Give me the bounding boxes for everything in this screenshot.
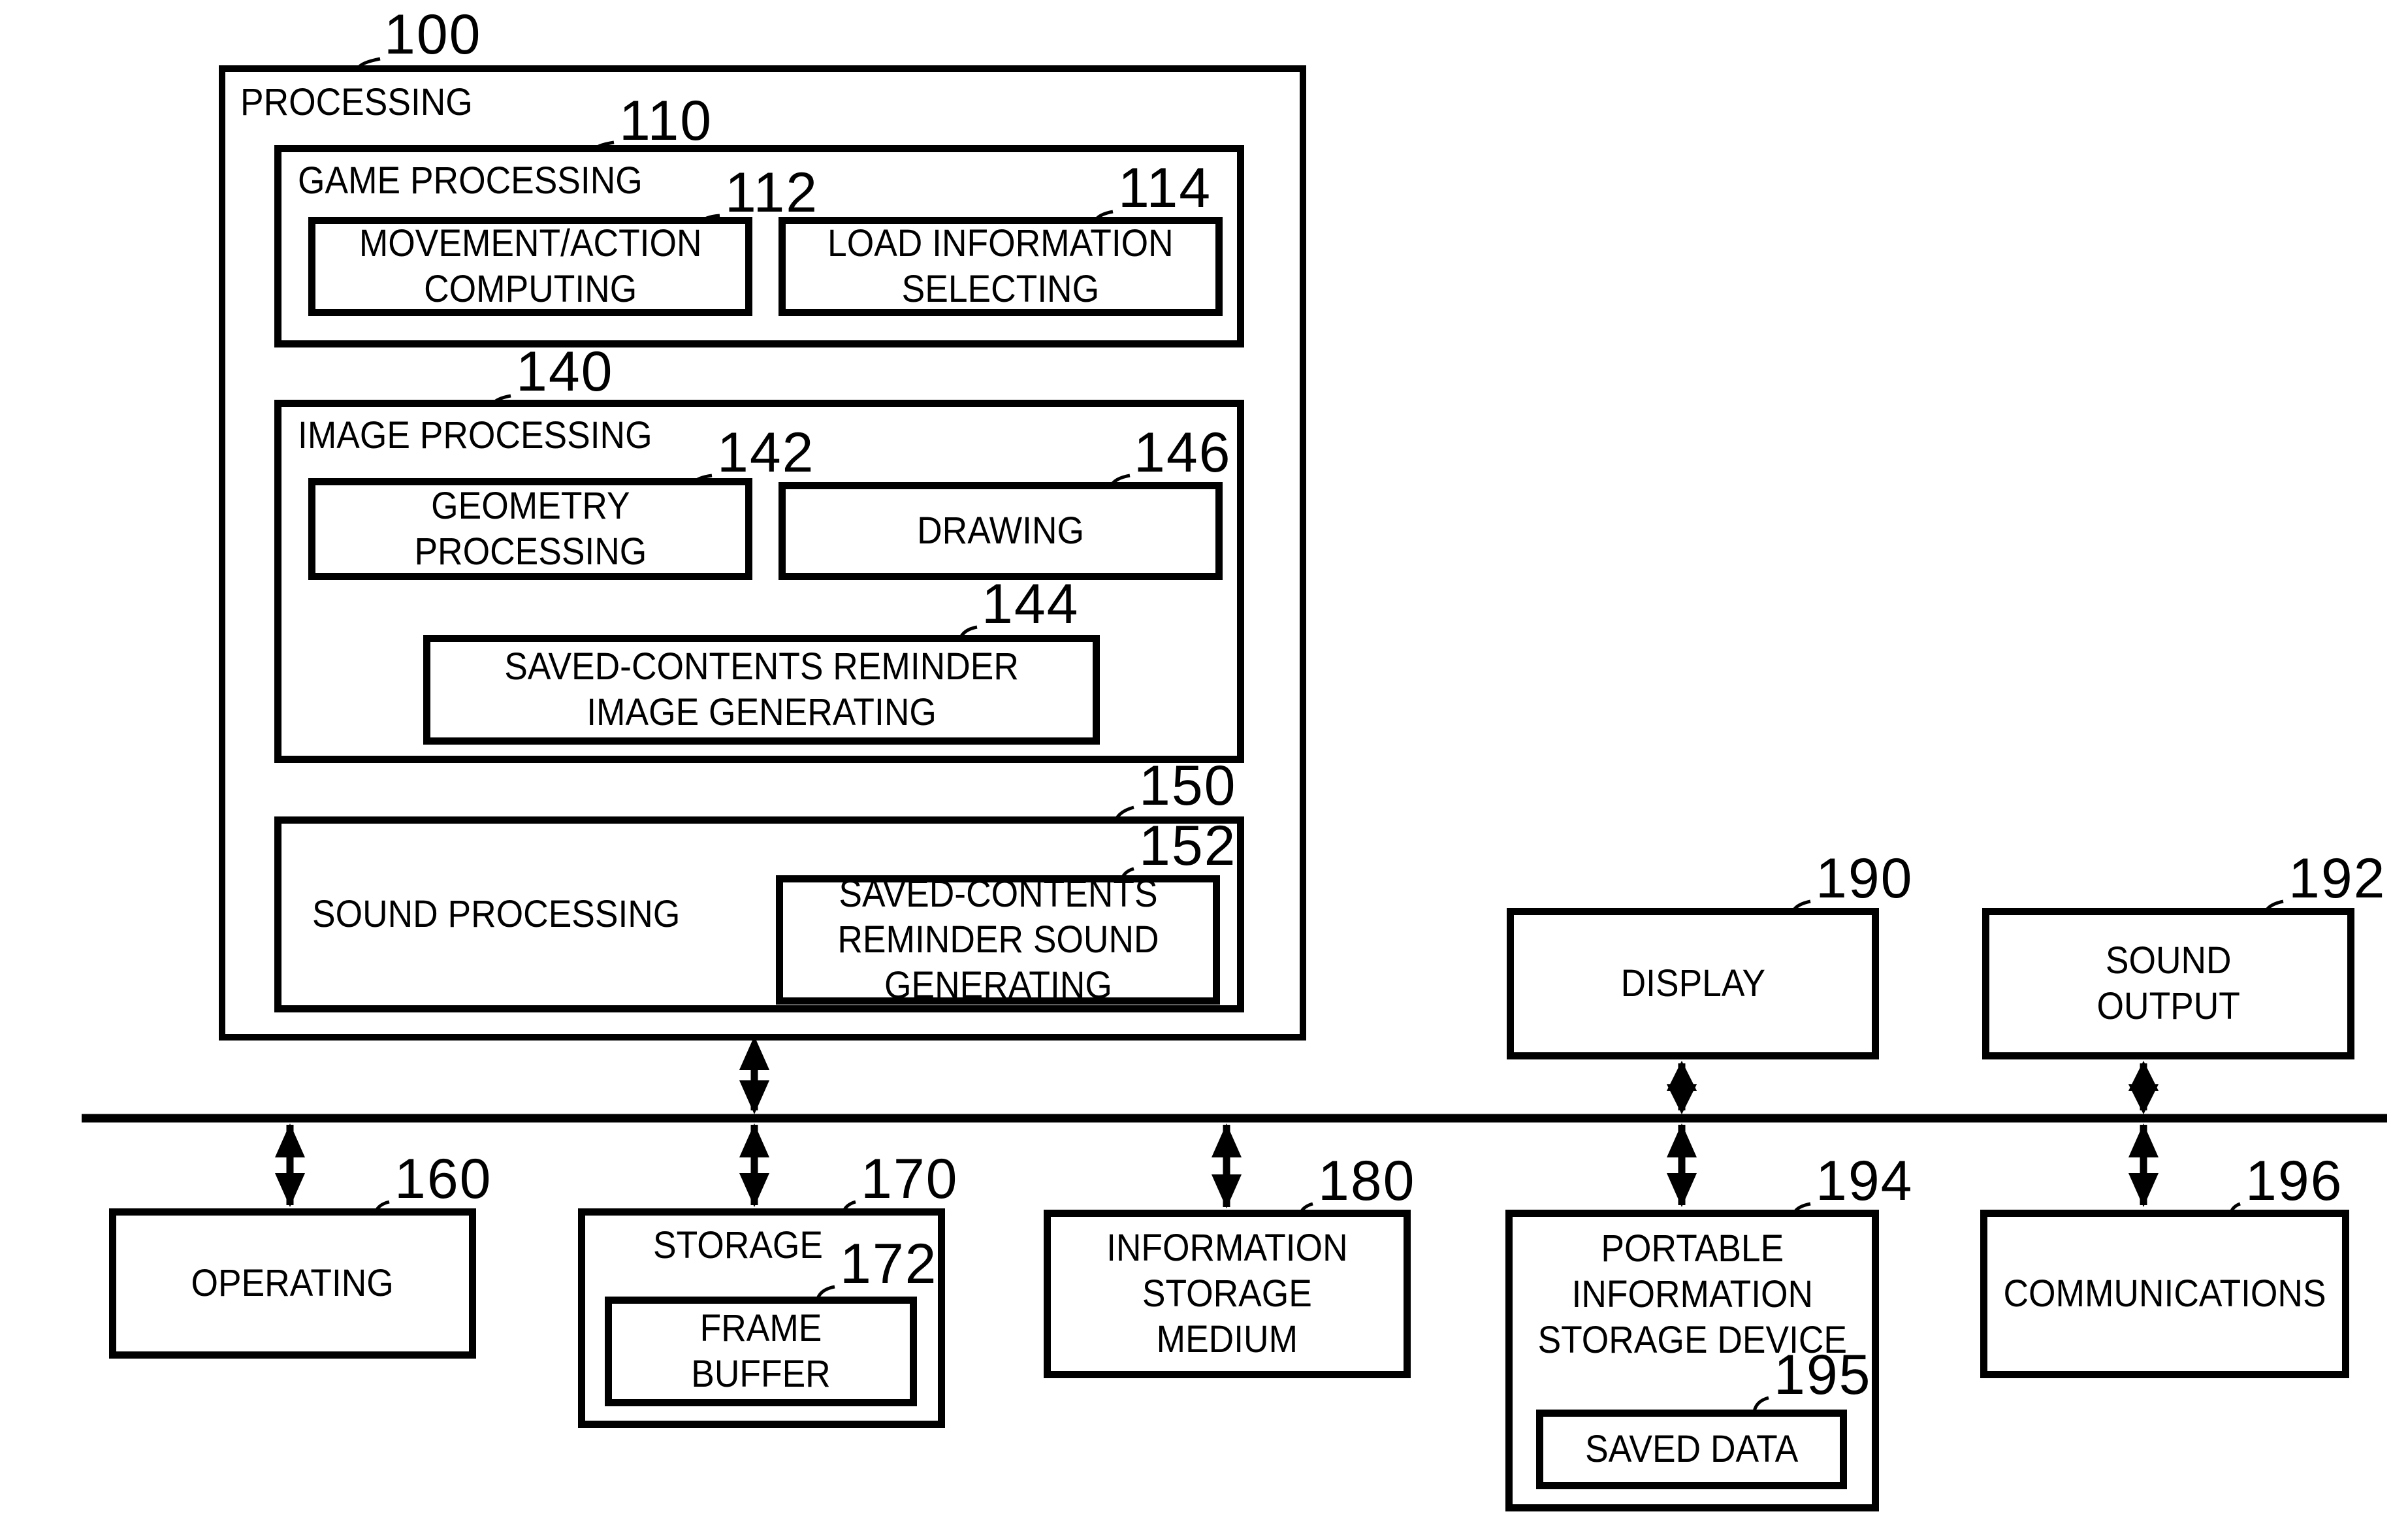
information-storage-medium-label: INFORMATION STORAGE MEDIUM <box>1106 1227 1348 1361</box>
frame-buffer-label: FRAME BUFFER <box>691 1307 831 1395</box>
communications-block <box>1980 1210 2349 1378</box>
ref-110: 110 <box>619 89 713 152</box>
arrow-sound-output-bus <box>2128 1061 2159 1114</box>
ref-190: 190 <box>1816 847 1914 910</box>
saved-contents-reminder-image-block <box>423 635 1100 745</box>
arrow-bus-portable <box>1667 1123 1697 1207</box>
ref-152: 152 <box>1139 815 1237 877</box>
ref-144: 144 <box>982 573 1080 636</box>
arrow-bus-storage <box>739 1123 769 1207</box>
operating-block <box>109 1208 476 1359</box>
geometry-processing-block <box>308 478 752 580</box>
saved-contents-reminder-image-label: SAVED-CONTENTS REMINDER IMAGE GENERATING <box>504 645 1019 734</box>
saved-contents-reminder-sound-label: SAVED-CONTENTS REMINDER SOUND GENERATING <box>837 873 1159 1007</box>
image-processing-label: IMAGE PROCESSING <box>298 414 652 457</box>
saved-contents-reminder-sound-block <box>776 875 1220 1005</box>
frame-buffer-block <box>605 1297 917 1406</box>
drawing-label: DRAWING <box>917 509 1084 552</box>
ref-100: 100 <box>384 3 482 66</box>
movement-action-computing-label: MOVEMENT/ACTION COMPUTING <box>359 222 702 310</box>
ref-180: 180 <box>1318 1150 1416 1212</box>
portable-information-storage-device-label: PORTABLE INFORMATION STORAGE DEVICE <box>1537 1227 1847 1361</box>
information-storage-medium-block <box>1044 1210 1411 1378</box>
sound-processing-label: SOUND PROCESSING <box>312 893 681 935</box>
ref-172: 172 <box>840 1233 938 1295</box>
ref-160: 160 <box>394 1148 492 1210</box>
ref-150: 150 <box>1139 754 1237 817</box>
sound-output-block <box>1982 908 2354 1059</box>
ref-170: 170 <box>861 1148 959 1210</box>
ref-196: 196 <box>2245 1150 2343 1212</box>
ref-194: 194 <box>1816 1150 1914 1212</box>
arrow-bus-info-medium <box>1212 1123 1242 1208</box>
saved-data-label: SAVED DATA <box>1584 1428 1799 1470</box>
ref-192: 192 <box>2288 847 2386 910</box>
movement-action-computing-block <box>308 217 752 316</box>
processing-label: PROCESSING <box>240 81 473 123</box>
ref-142: 142 <box>717 421 815 484</box>
ref-114: 114 <box>1118 157 1212 219</box>
ref-140: 140 <box>516 340 614 403</box>
arrow-bus-communications <box>2128 1123 2159 1207</box>
ref-146: 146 <box>1134 421 1232 484</box>
storage-label: STORAGE <box>653 1224 823 1267</box>
arrow-processing-bus <box>739 1036 769 1114</box>
load-information-selecting-label: LOAD INFORMATION SELECTING <box>827 222 1174 310</box>
saved-data-block <box>1536 1410 1847 1489</box>
display-label: DISPLAY <box>1620 962 1765 1005</box>
sound-output-label: SOUND OUTPUT <box>2096 939 2240 1027</box>
geometry-processing-label: GEOMETRY PROCESSING <box>414 485 647 573</box>
arrow-display-bus <box>1667 1061 1697 1114</box>
display-block <box>1507 908 1879 1059</box>
game-processing-label: GAME PROCESSING <box>298 159 643 202</box>
drawing-block <box>779 482 1223 580</box>
operating-label: OPERATING <box>191 1262 394 1304</box>
load-information-selecting-block <box>779 217 1223 316</box>
ref-195: 195 <box>1774 1344 1872 1406</box>
arrow-bus-operating <box>275 1123 305 1207</box>
ref-112: 112 <box>725 161 819 224</box>
communications-label: COMMUNICATIONS <box>2003 1272 2326 1315</box>
